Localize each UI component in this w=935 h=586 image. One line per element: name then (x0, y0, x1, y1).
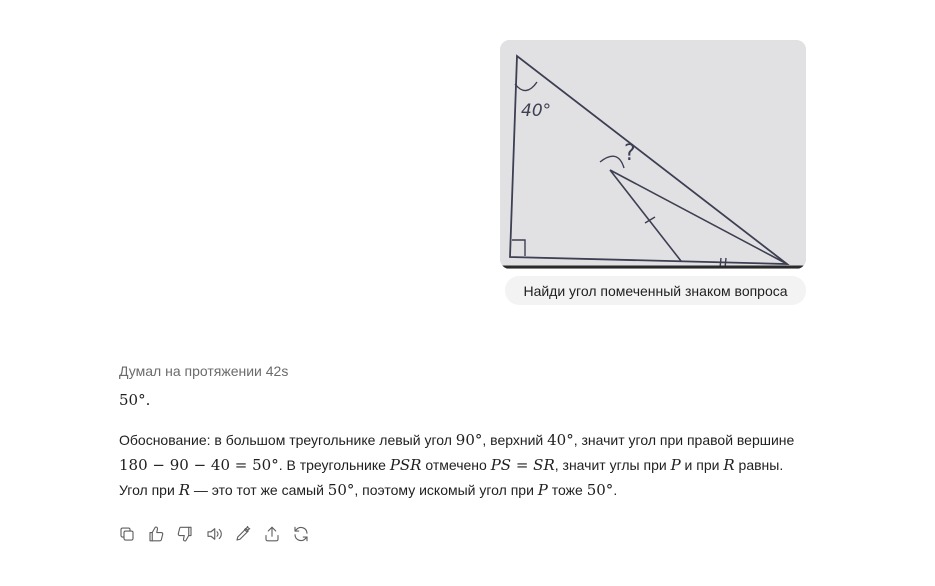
text-fragment: , поэтому искомый угол при (354, 482, 538, 498)
math-fragment: P (670, 456, 681, 474)
explanation-line-3 (119, 478, 819, 503)
text-fragment: , верхний (482, 432, 548, 448)
math-fragment: 180 − 90 − 40 = 50° (119, 456, 279, 474)
share-icon (263, 525, 281, 543)
regenerate-button[interactable] (291, 524, 311, 544)
regenerate-icon (292, 525, 310, 543)
math-fragment: PSR (389, 456, 422, 474)
share-button[interactable] (262, 524, 282, 544)
thumbs-up-button[interactable] (146, 524, 166, 544)
math-fragment: R (723, 456, 735, 474)
math-fragment: R (178, 481, 190, 499)
copy-icon (118, 525, 136, 543)
text-fragment: равны. (734, 457, 784, 473)
math-fragment: P (537, 481, 548, 499)
math-fragment: PS = SR (490, 456, 555, 474)
thumbs-down-icon (176, 525, 194, 543)
thumbs-down-button[interactable] (175, 524, 195, 544)
text-fragment: , значит угол при правой вершине (573, 432, 795, 448)
edit-button[interactable] (233, 524, 253, 544)
text-fragment: , значит углы при (554, 457, 671, 473)
math-fragment: 50° (327, 481, 355, 499)
edit-icon (234, 525, 252, 543)
user-message-bubble (505, 276, 806, 305)
text-fragment: тоже (547, 482, 587, 498)
text-fragment: — это тот же самый (189, 482, 328, 498)
explanation-text (119, 428, 819, 503)
copy-button[interactable] (117, 524, 137, 544)
math-fragment: 40° (547, 431, 574, 449)
text-fragment: Обоснование: в большом треугольнике левый угол (119, 432, 456, 448)
message-actions (117, 524, 311, 544)
label-angle-top: 40° (521, 101, 552, 121)
math-fragment: 90° (455, 431, 483, 449)
answer-text: 50°. (119, 391, 151, 409)
text-fragment: . В треугольнике (278, 457, 390, 473)
explanation-line-1 (119, 428, 819, 453)
thought-duration[interactable]: Думал на протяжении 42s (119, 363, 289, 379)
text-fragment: и при (680, 457, 724, 473)
math-fragment: 50° (586, 481, 614, 499)
speaker-icon (205, 525, 223, 543)
triangle-drawing (500, 40, 806, 269)
read-aloud-button[interactable] (204, 524, 224, 544)
user-uploaded-image[interactable] (500, 40, 806, 269)
text-fragment: Угол при (119, 482, 179, 498)
label-question: ? (624, 141, 636, 166)
user-message-text: Найди угол помеченный знаком вопроса (523, 282, 788, 299)
text-fragment: отмечено (421, 457, 491, 473)
text-fragment: . (613, 482, 618, 498)
thumbs-up-icon (147, 525, 165, 543)
explanation-line-2 (119, 453, 819, 478)
